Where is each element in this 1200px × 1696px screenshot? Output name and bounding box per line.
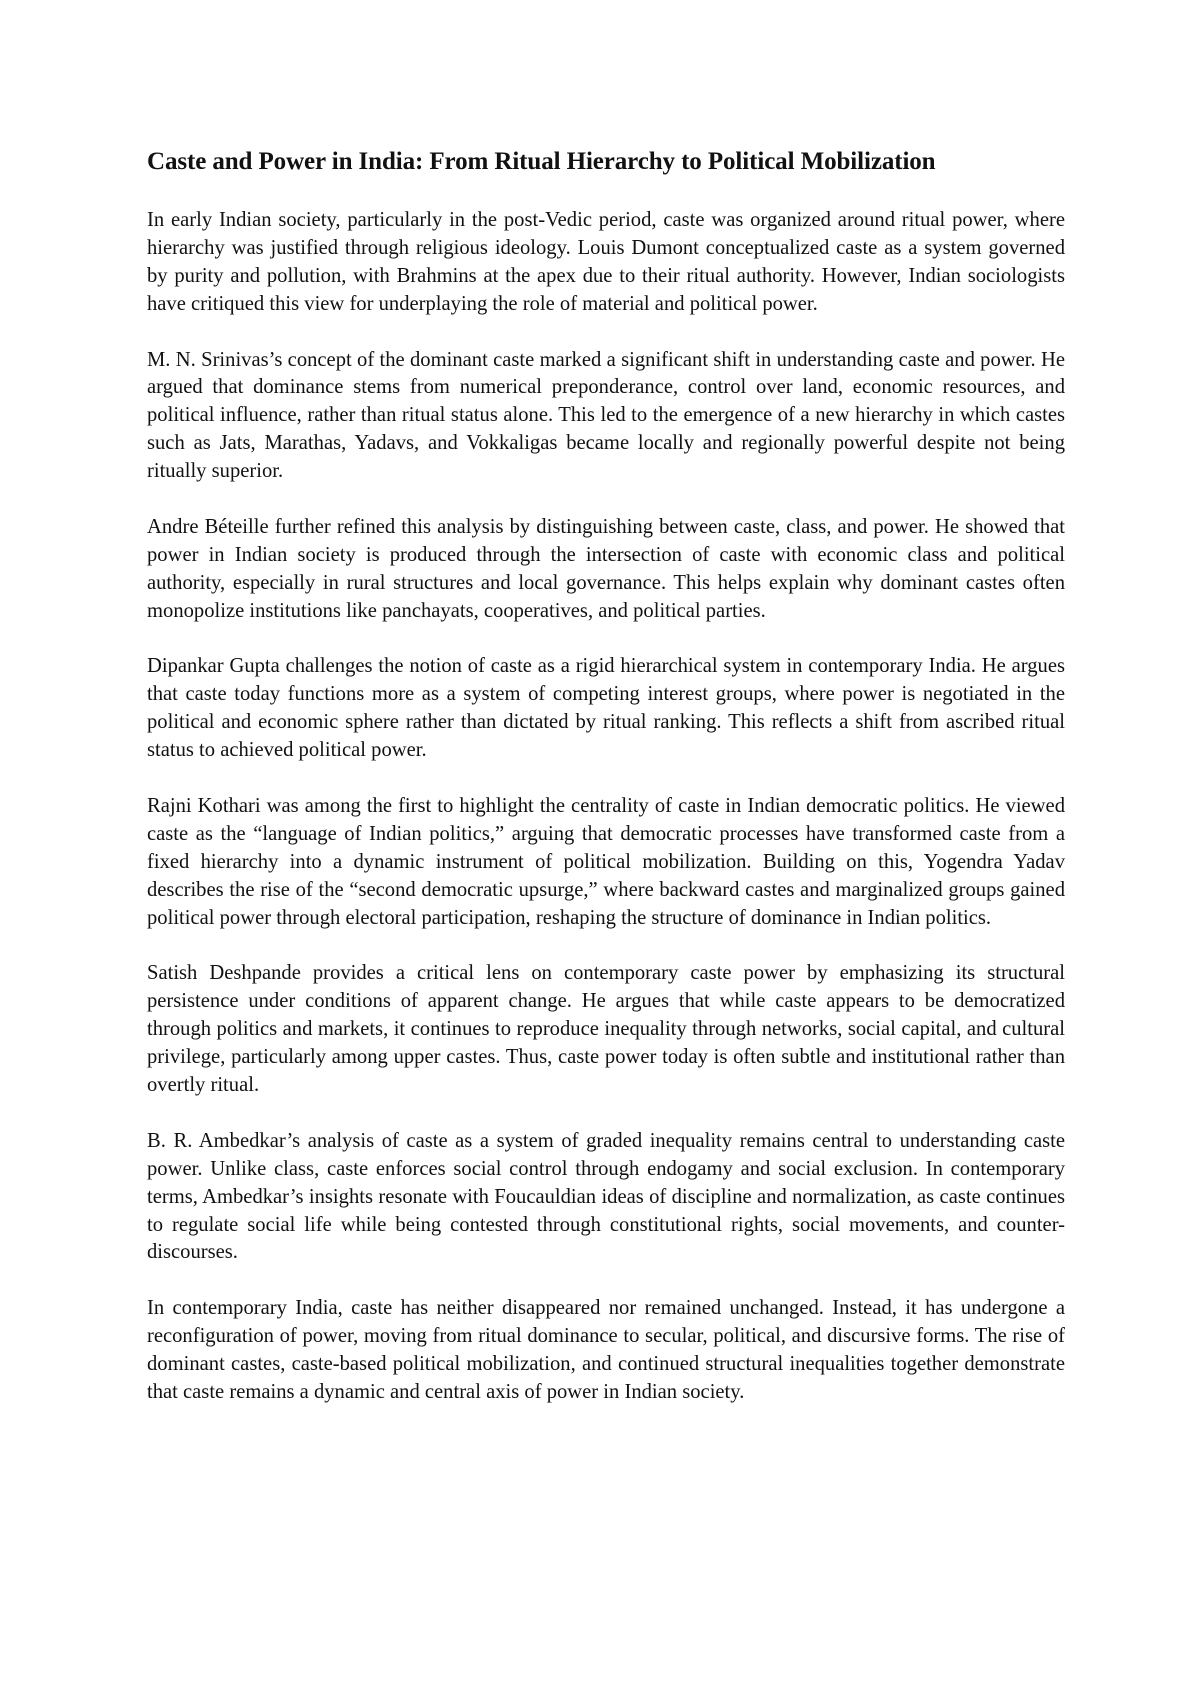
document-page (147, 145, 1065, 1435)
paragraph-ritual-hierarchy: In early Indian society, particularly in the post-Vedic period, caste was organized around ritual power, where hierarchy was justified through religious ideology. Louis Dumont conceptualized caste as a system governed by purity and pollution, with Brahmins at the apex due to their ritual authority. However, Indian sociologists have critiqued this view for underplaying the role of material and political power. (147, 209, 1065, 315)
paragraph-gupta: Dipankar Gupta challenges the notion of caste as a rigid hierarchical system in contemporary India. He argues that caste today functions more as a system of competing interest groups, where power is negotiated in the political and economic sphere rather than dictated by ritual ranking. This reflects a shift from ascribed ritual status to achieved political power. (147, 655, 1065, 762)
paragraph-dominant-caste: M. N. Srinivas’s concept of the dominant caste marked a significant shift in understanding caste and power. He argued that dominance stems from numerical preponderance, control over land, economic resources, and political influence, rather than ritual status alone. This led to the emergence of a new hierarchy in which castes such as Jats, Marathas, Yadavs, and Vokkaligas became locally and regionally powerful despite not being ritually superior. (147, 348, 1065, 483)
document-title: Caste and Power in India: From Ritual Hierarchy to Political Mobilization (147, 148, 936, 175)
paragraph-deshpande: Satish Deshpande provides a critical lens on contemporary caste power by emphasizing its structural persistence under conditions of apparent change. He argues that while caste appears to be democratized through politics and markets, it continues to reproduce inequality through networks, social capital, and cultural privilege, particularly among upper castes. Thus, caste power today is often subtle and institutional rather than overtly ritual. (147, 962, 1065, 1097)
paragraph-kothari-yadav: Rajni Kothari was among the first to highlight the centrality of caste in Indian democratic politics. He viewed caste as the “language of Indian politics,” arguing that democratic processes have transformed caste from a fixed hierarchy into a dynamic instrument of political mobilization. Building on this, Yogendra Yadav describes the rise of the “second democratic upsurge,” where backward castes and marginalized groups gained political power through electoral participation, reshaping the structure of dominance in Indian politics. (147, 794, 1065, 929)
paragraph-ambedkar: B. R. Ambedkar’s analysis of caste as a system of graded inequality remains central to understanding caste power. Unlike class, caste enforces social control through endogamy and social exclusion. In contemporary terms, Ambedkar’s insights resonate with Foucauldian ideas of discipline and normalization, as caste continues to regulate social life while being contested through constitutional rights, social movements, and counter-discourses. (147, 1129, 1065, 1264)
paragraph-beteille: Andre Béteille further refined this analysis by distinguishing between caste, class, and power. He showed that power in Indian society is produced through the intersection of caste with economic class and political authority, especially in rural structures and local governance. This helps explain why dominant castes often monopolize institutions like panchayats, cooperatives, and political parties. (147, 515, 1065, 622)
paragraph-conclusion: In contemporary India, caste has neither disappeared nor remained unchanged. Instead, it has undergone a reconfiguration of power, moving from ritual dominance to secular, political, and discursive forms. The rise of dominant castes, caste-based political mobilization, and continued structural inequalities together demonstrate that caste remains a dynamic and central axis of power in Indian society. (147, 1297, 1065, 1403)
